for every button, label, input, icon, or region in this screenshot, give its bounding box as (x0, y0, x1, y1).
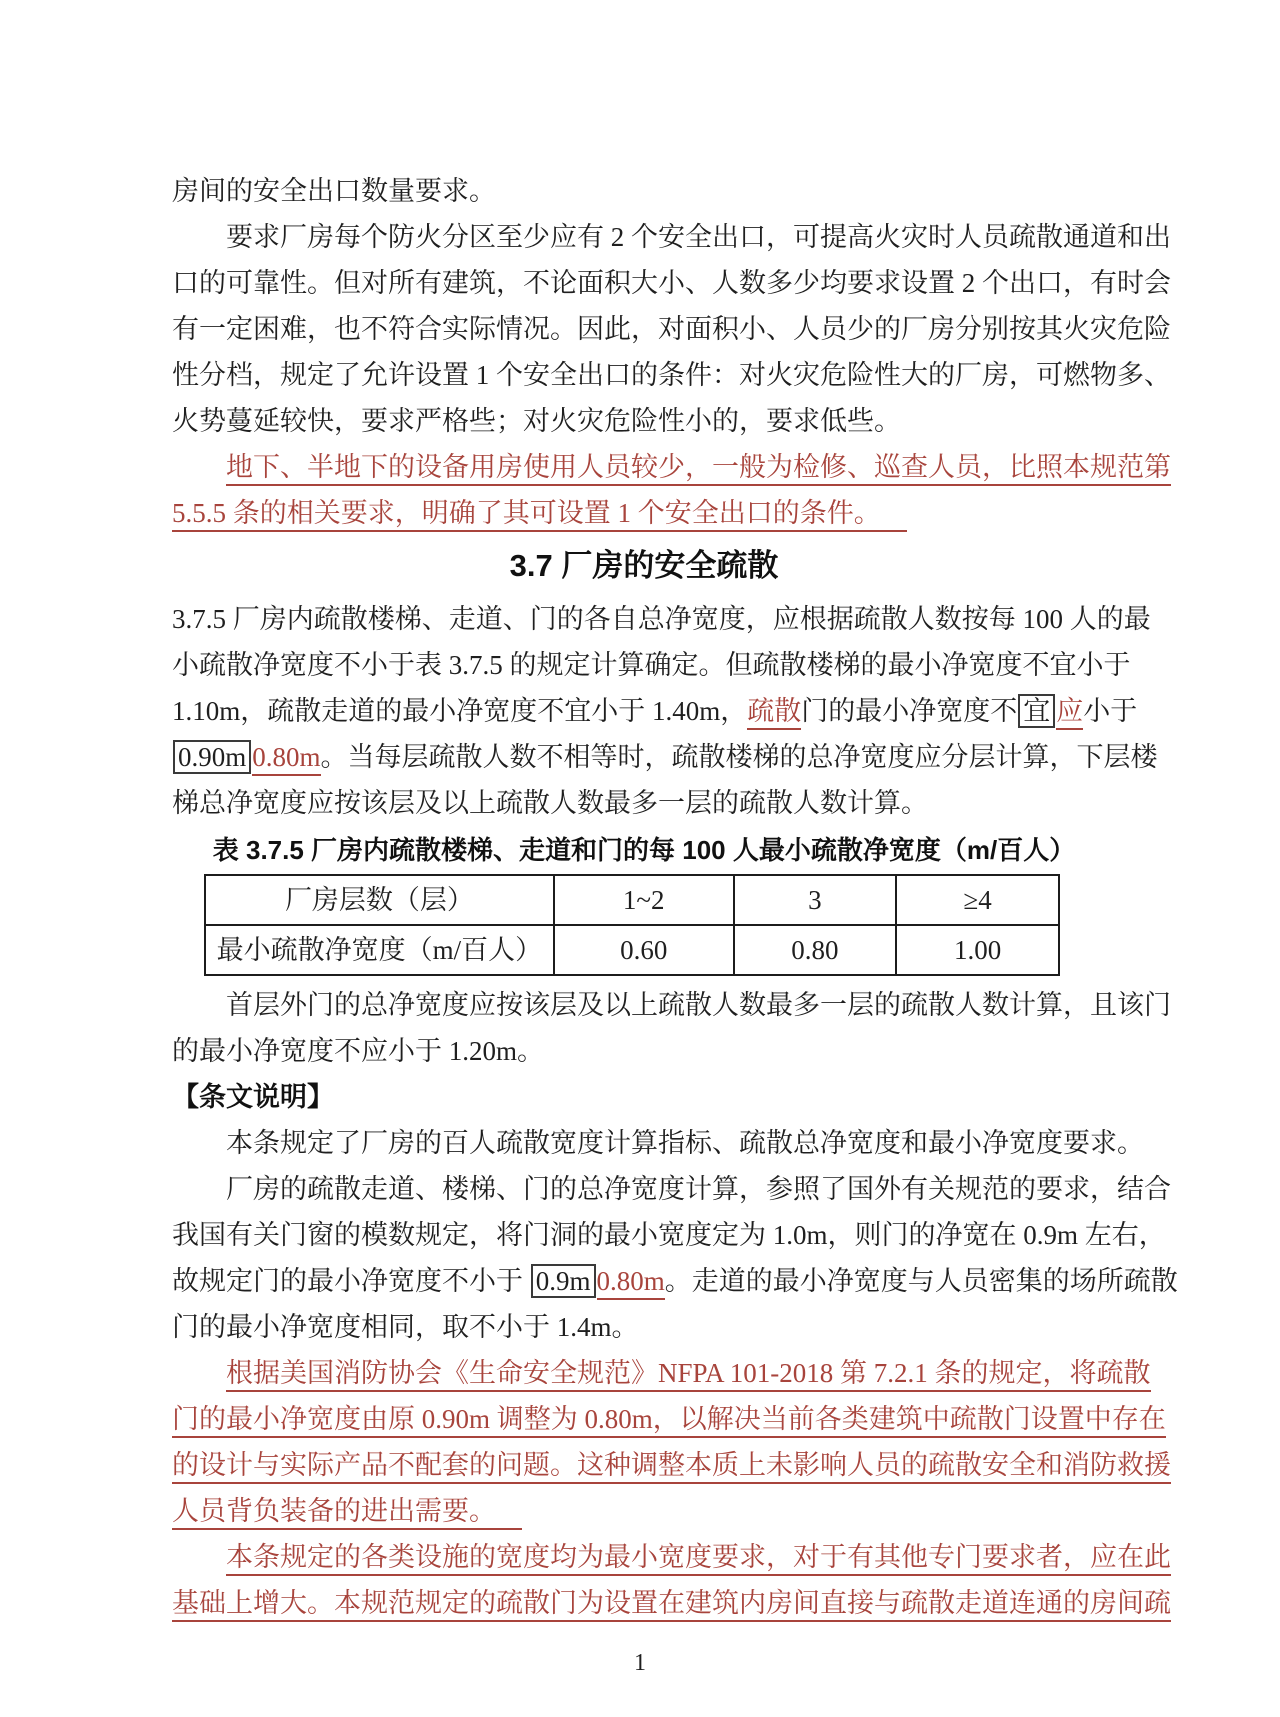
page-number: 1 (634, 1650, 646, 1676)
text-line (172, 596, 1151, 642)
document-body (172, 168, 1178, 1626)
table-cell: 1~2 (554, 875, 734, 925)
revision-deleted-text: 0.90m (173, 740, 251, 774)
text-line (172, 982, 1171, 1028)
text-line (172, 1028, 1116, 1074)
text-line (172, 688, 1138, 734)
text-segment: 梯总净宽度应按该层及以上疏散人数最多一层的疏散人数计算。 (172, 788, 928, 818)
text-line (172, 352, 1171, 398)
table-cell: ≥4 (896, 875, 1059, 925)
text-segment: 小于 (1083, 696, 1138, 726)
text-line (172, 1534, 1171, 1580)
text-line (172, 1258, 1178, 1304)
revision-inserted-text: 本条规定的各类设施的宽度均为最小宽度要求，对于有其他专门要求者，应在此 (226, 1542, 1171, 1576)
revision-inserted-text: 根据美国消防协会《生命安全规范》NFPA 101-2018 第 7.2.1 条的规定，将疏散 (226, 1358, 1151, 1392)
text-segment: 我国有关门窗的模数规定，将门洞的最小宽度定为 1.0m，则门的净宽在 0.9m 左右， (172, 1220, 1166, 1250)
text-line (172, 1442, 1171, 1488)
text-line (172, 780, 1116, 826)
table-3-7-5 (204, 874, 1060, 976)
text-line (172, 260, 1171, 306)
table-cell: 0.80 (734, 925, 897, 975)
text-line (172, 1488, 1116, 1534)
text-segment: 。当每层疏散人数不相等时，疏散楼梯的总净宽度应分层计算，下层楼 (320, 742, 1158, 772)
text-segment: 故规定门的最小净宽度不小于 (172, 1266, 530, 1296)
revision-inserted-text: 5.5.5 条的相关要求，明确了其可设置 1 个安全出口的条件。 (172, 498, 907, 532)
table-container (172, 874, 1116, 976)
text-segment: 的最小净宽度不应小于 1.20m。 (172, 1036, 545, 1066)
text-segment: 门的最小净宽度不 (801, 696, 1018, 726)
revision-inserted-text: 人员背负装备的进出需要。 (172, 1496, 522, 1530)
text-line (172, 642, 1131, 688)
text-line (172, 1212, 1166, 1258)
text-line (172, 444, 1171, 490)
text-segment: 火势蔓延较快，要求严格些；对火灾危险性小的，要求低些。 (172, 406, 901, 436)
clause-note-heading (172, 1074, 1116, 1120)
table-title: 表 3.7.5 厂房内疏散楼梯、走道和门的每 100 人最小疏散净宽度（m/百人） (212, 835, 1076, 865)
revision-inserted-text: 0.80m (597, 1266, 665, 1300)
revision-deleted-text: 0.9m (531, 1264, 596, 1298)
text-segment: 首层外门的总净宽度应按该层及以上疏散人数最多一层的疏散人数计算，且该门 (226, 990, 1171, 1020)
revision-deleted-text: 宜 (1018, 694, 1055, 728)
text-segment: 房间的安全出口数量要求。 (172, 176, 496, 206)
revision-inserted-text: 门的最小净宽度由原 0.90m 调整为 0.80m，以解决当前各类建筑中疏散门设置中存在 (172, 1404, 1166, 1438)
text-line (172, 306, 1171, 352)
section-heading: 3.7 厂房的安全疏散 (509, 548, 779, 583)
table-cell: 0.60 (554, 925, 734, 975)
table-row (205, 925, 1059, 975)
table-cell: 最小疏散净宽度（m/百人） (205, 925, 554, 975)
revision-inserted-text: 基础上增大。本规范规定的疏散门为设置在建筑内房间直接与疏散走道连通的房间疏 (172, 1588, 1171, 1622)
text-line (172, 1396, 1166, 1442)
text-segment: 厂房的疏散走道、楼梯、门的总净宽度计算，参照了国外有关规范的要求，结合 (226, 1174, 1171, 1204)
revision-inserted-text: 的设计与实际产品不配套的问题。这种调整本质上未影响人员的疏散安全和消防救援 (172, 1450, 1171, 1484)
text-segment: 1.10m，疏散走道的最小净宽度不宜小于 1.40m， (172, 696, 748, 726)
revision-inserted-text: 应 (1056, 696, 1083, 730)
text-segment: 。走道的最小净宽度与人员密集的场所疏散 (664, 1266, 1178, 1296)
text-line (172, 1350, 1151, 1396)
text-segment: 口的可靠性。但对所有建筑，不论面积大小、人数多少均要求设置 2 个出口，有时会 (172, 268, 1171, 298)
text-segment: 本条规定了厂房的百人疏散宽度计算指标、疏散总净宽度和最小净宽度要求。 (226, 1128, 1144, 1158)
text-line (172, 398, 1116, 444)
text-segment: 小疏散净宽度不小于表 3.7.5 的规定计算确定。但疏散楼梯的最小净宽度不宜小于 (172, 650, 1131, 680)
text-line (172, 1120, 1144, 1166)
table-cell: 1.00 (896, 925, 1059, 975)
text-line (172, 1580, 1171, 1626)
text-line (172, 490, 1116, 536)
table-cell: 3 (734, 875, 897, 925)
revision-inserted-text: 疏散 (747, 696, 801, 730)
text-segment: 【条文说明】 (172, 1082, 334, 1112)
table-header-row (205, 875, 1059, 925)
text-line (172, 734, 1158, 780)
text-segment: 要求厂房每个防火分区至少应有 2 个安全出口，可提高火灾时人员疏散通道和出 (226, 222, 1171, 252)
revision-inserted-text: 0.80m (252, 742, 320, 776)
text-segment: 性分档，规定了允许设置 1 个安全出口的条件：对火灾危险性大的厂房，可燃物多、 (172, 360, 1171, 390)
text-segment: 3.7.5 厂房内疏散楼梯、走道、门的各自总净宽度，应根据疏散人数按每 100 人的最 (172, 604, 1151, 634)
text-segment: 有一定困难，也不符合实际情况。因此，对面积小、人员少的厂房分别按其火灾危险 (172, 314, 1171, 344)
text-segment: 门的最小净宽度相同，取不小于 1.4m。 (172, 1312, 639, 1342)
text-line (172, 1304, 1116, 1350)
revision-inserted-text: 地下、半地下的设备用房使用人员较少，一般为检修、巡查人员，比照本规范第 (226, 452, 1171, 486)
text-line (172, 168, 1116, 214)
text-line (172, 214, 1171, 260)
table-cell: 厂房层数（层） (205, 875, 554, 925)
text-line (172, 1166, 1171, 1212)
